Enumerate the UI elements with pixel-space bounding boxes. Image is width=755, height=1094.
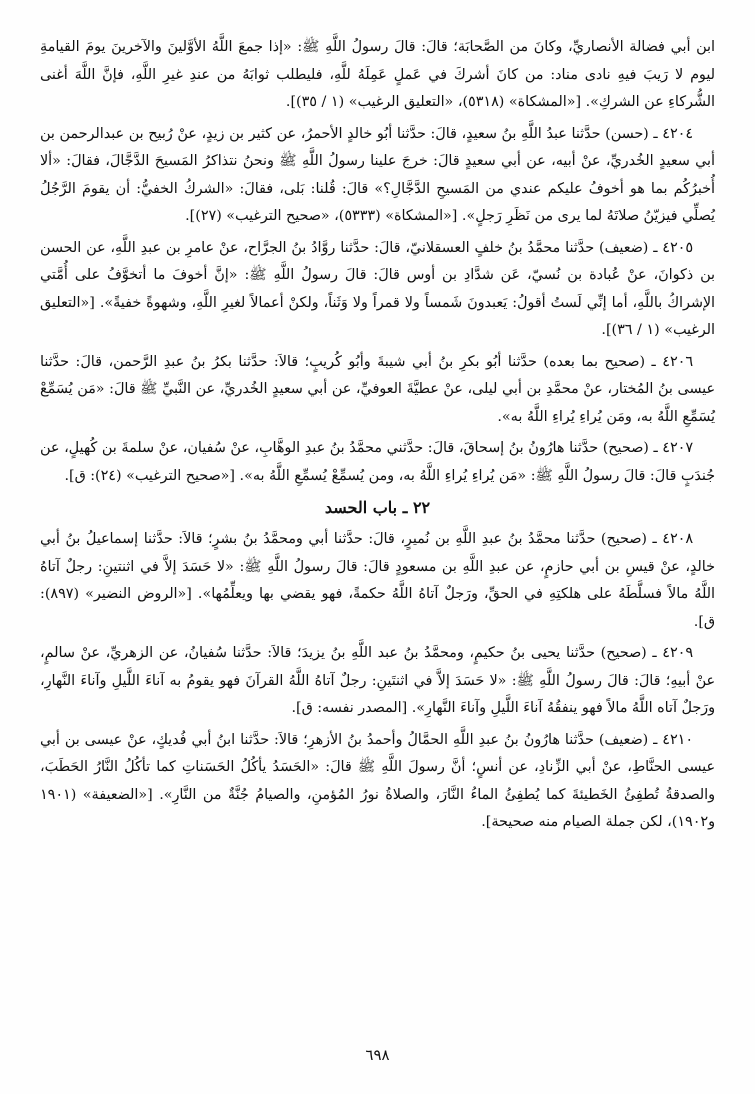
hadith-paragraph-4204: ٤٢٠٤ ـ (حسن) حدَّثنا عبدُ اللَّهِ بنُ سعيدٍ، قالَ: حدَّثنا أبُو خالدٍ الأحمرُ، عن كثير بن زيدٍ، عنْ رُبيح بن عبدالرحمن بن أبي سعيدٍ الخُدريِّ، عنْ أبيه، عن أبي سعيدٍ قالَ: خرجَ علينا رسولُ اللَّهِ ﷺ ونحنُ نتذاكرُ المَسيحَ الدَّجَّالَ، فقالَ: «ألا أُخبرُكُم بما هو أخوفُ عليكم عندي من المَسيحِ الدَّجَّالِ؟» قالَ: قُلنا: بَلى، فقالَ: «الشركُ الخفيُّ: أن يقومَ الرَّجُلُ يُصلِّي فيزيّنُ صلاتَهُ لما يرى من نَظَرِ رَجلٍ». [«المشكاة» (٥٣٣٣)، «صحيح الترغيب» (٢٧)].: [40, 125, 715, 224]
hadith-paragraph-4210: ٤٢١٠ ـ (ضعيف) حدَّثنا هارُونُ بنُ عبدِ اللَّهِ الحمَّالُ وأحمدُ بنُ الأزهرِ؛ قالاَ: حدَّثنا ابنُ أبي فُديكٍ، عنْ عيسى بن أبي عيسى الحنَّاطِ، عنْ أبي الزِّنادِ، عن أنسٍ؛ أنَّ رسولَ اللَّهِ ﷺ قالَ: «الحَسَدُ يأكُلُ الحَسَناتِ كما تأكُلُ النَّارُ الحَطَبَ، والصدقةُ تُطفِئُ الخَطيئةَ كما يُطفِئُ الماءُ النَّارَ، والصلاةُ نورُ المُؤمنِ، والصيامُ جُنَّةٌ من النَّارِ». [«الضعيفة» (١٩٠١ و١٩٠٢)، لكن جملة الصيام منه صحيحة].: [40, 731, 715, 830]
hadith-paragraph-4205: ٤٢٠٥ ـ (ضعيف) حدَّثنا محمَّدُ بنُ خلفٍ العسقلانيّ، قالَ: حدَّثنا روَّادُ بنُ الجرَّاح، عنْ عامرِ بن عبدِ اللَّهِ، عن الحسن بن ذكوانَ، عنْ عُبادة بن نُسيّ، عَن شدَّادِ بن أوس قالَ: قالَ رسولُ اللَّهِ ﷺ: «إنَّ أخوفَ ما أتخوَّفُ على أُمَّتي الإشراكُ باللَّهِ، أما إنِّي لَستُ أقولُ: يَعبدونَ شَمساً ولا قمراً ولا وَثَناً، ولكنْ أعمالاً لغيرِ اللَّهِ، وشهوةً خفيةً». [«التعليق الرغيب» (١ / ٣٦)].: [40, 239, 715, 338]
hadith-paragraph-4206: ٤٢٠٦ ـ (صحيح بما بعده) حدَّثنا أبُو بكرِ بنُ أبي شيبةَ وأبُو كُريبٍ؛ قالاَ: حدَّثنا بكرُ بنُ عبدِ الرَّحمن، قالَ: حدَّثنا عيسى بنُ المُختار، عنْ محمَّدِ بن أبي ليلى، عنْ عطيَّةَ العوفيِّ، عن أبي سعيدٍ الخُدريِّ، عن النَّبيِّ ﷺ قالَ: «مَن يُسَمِّعْ يُسَمِّعِ اللَّهُ به، ومَن يُراءِ يُراءِ اللَّهُ به».: [40, 353, 715, 425]
hadith-paragraph-continued: ابن أبي فضالة الأنصاريِّ، وكانَ من الصَّحابَة؛ قالَ: قالَ رسولُ اللَّهِ ﷺ: «إذا جمعَ اللَّهُ الأوَّلينَ والآخرينَ يومَ القيامةِ ليوم لا رَيبَ فيهِ نادى مناد: من كانَ أشركَ في عَملٍ عَمِلَهُ للَّهِ، فليطلب ثوابَهُ من عندِ غيرِ اللَّهِ، فإنَّ اللَّهَ أغنى الشُّركاءِ عن الشركِ». [«المشكاة» (٥٣١٨)، «التعليق الرغيب» (١ / ٣٥)].: [40, 39, 715, 110]
hadith-paragraph-4208: ٤٢٠٨ ـ (صحيح) حدَّثنا محمَّدُ بنُ عبدِ اللَّهِ بن نُميرٍ، قالَ: حدَّثنا أبي ومحمَّدُ بنُ بشرٍ؛ قالاَ: حدَّثنا إسماعيلُ بنُ أبي خالدٍ، عنْ قيسِ بن أبي حازمٍ، عن عبدِ اللَّهِ بن مسعودٍ قالَ: قالَ رسولُ اللَّهِ ﷺ: «لا حَسَدَ إلاَّ في اثنتينِ: رجلٌ آتاهُ اللَّهُ مالاً فسلَّطَهُ على هلكتِهِ في الحقِّ، ورَجلٌ آتاهُ اللَّهُ حكمةً، فهو يقضي بها ويعلِّمُها». [«الروض النضير» (٨٩٧): ق].: [40, 531, 715, 630]
chapter-title: ٢٢ ـ باب الحسد: [324, 498, 431, 517]
hadith-paragraph-4207: ٤٢٠٧ ـ (صحيح) حدَّثنا هارُونُ بنُ إسحاقَ، قالَ: حدَّثني محمَّدُ بنُ عبدِ الوهَّابِ، عنْ سُفيان، عنْ سلمةَ بن كُهيلٍ، عن جُندَبٍ قالَ: قالَ رسولُ اللَّهِ ﷺ: «مَن يُراءِ يُراءِ اللَّهُ به، ومن يُسمِّعْ يُسمِّعِ اللَّهُ به». [«صحيح الترغيب» (٢٤): ق].: [40, 440, 715, 484]
hadith-paragraph-4209: ٤٢٠٩ ـ (صحيح) حدَّثنا يحيى بنُ حكيمٍ، ومحمَّدُ بنُ عبد اللَّهِ بنُ يزيدَ؛ قالاَ: حدَّثنا سُفيانُ، عن الزهريِّ، عنْ سالمٍ، عنْ أبيهِ؛ قالَ: قالَ رسولُ اللَّهِ ﷺ: «لا حَسَدَ إلاَّ في اثنتَينِ: رجلٌ آتاهُ اللَّهُ القرآنَ فهو يقومُ به آناءَ اللَّيلِ وآناءَ النَّهارِ، ورَجلٌ آتاه اللَّهُ مالاً فهو ينفقُهُ آناءَ اللَّيلِ وآناءَ النَّهارِ». [المصدر نفسه: ق].: [40, 645, 715, 716]
page-number: ٦٩٨: [365, 1046, 390, 1064]
